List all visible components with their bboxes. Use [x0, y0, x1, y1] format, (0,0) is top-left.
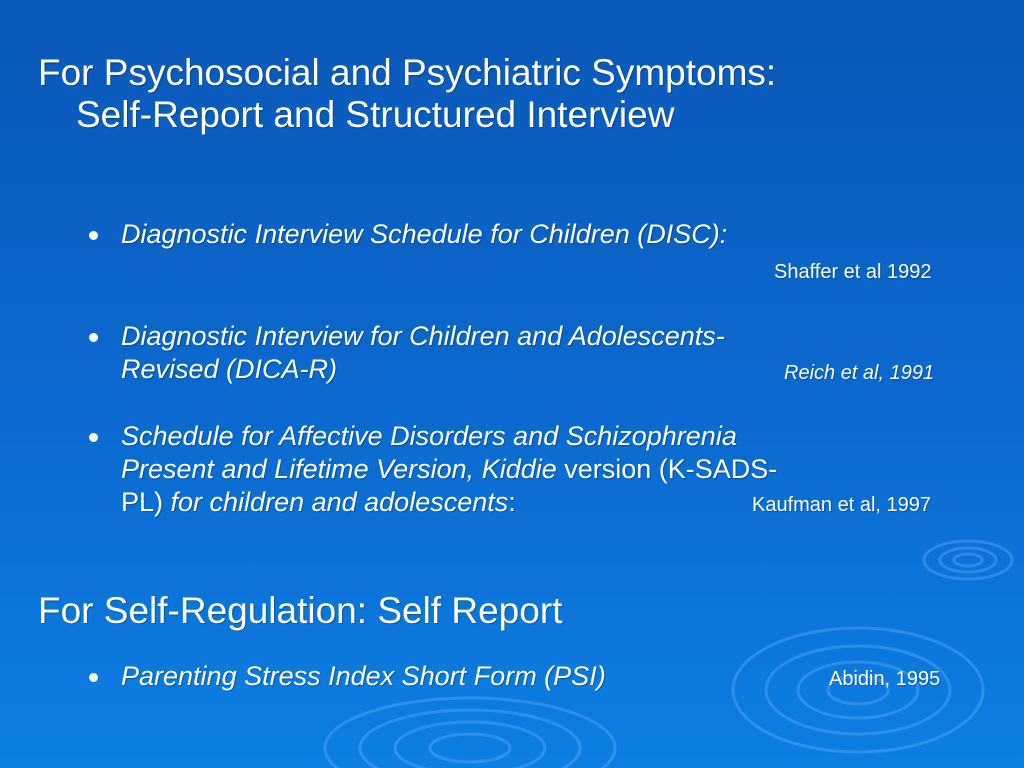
- item-text-line-1: Schedule for Affective Disorders and Schizophrenia: [121, 421, 737, 451]
- item-text-line-2: [85, 453, 985, 486]
- citation-shaffer: Shaffer et al 1992: [774, 261, 932, 283]
- citation-reich: Reich et al, 1991: [784, 362, 935, 384]
- item-text-line-1: Diagnostic Interview for Children and Adolescents-: [121, 321, 725, 351]
- item-text-italic: Present and Lifetime Version, Kiddie: [121, 454, 557, 484]
- bullet-dot-icon: [89, 231, 98, 240]
- item-text-italic: for children and adolescents: [163, 487, 509, 517]
- heading-self-regulation: For Self-Regulation: Self Report: [38, 590, 563, 631]
- bullet-dot-icon: [89, 433, 98, 442]
- item-text: Diagnostic Interview Schedule for Children (DISC):: [121, 219, 728, 249]
- item-text-colon: :: [508, 487, 516, 517]
- heading-psychosocial: [38, 52, 998, 136]
- bullet-dot-icon: [89, 673, 98, 682]
- list-item-disc: [85, 218, 985, 251]
- item-text: Parenting Stress Index Short Form (PSI): [121, 661, 606, 691]
- citation-abidin: Abidin, 1995: [829, 668, 941, 690]
- heading-line-2: Self-Report and Structured Interview: [76, 94, 675, 135]
- item-text-line-2: Revised (DICA-R): [121, 354, 338, 384]
- heading-line-1: For Psychosocial and Psychiatric Symptoms:: [38, 52, 777, 93]
- item-text-plain: PL): [121, 487, 164, 517]
- bullet-dot-icon: [89, 333, 98, 342]
- citation-kaufman: Kaufman et al, 1997: [752, 494, 932, 516]
- item-text-plain: version (K-SADS-: [556, 454, 778, 484]
